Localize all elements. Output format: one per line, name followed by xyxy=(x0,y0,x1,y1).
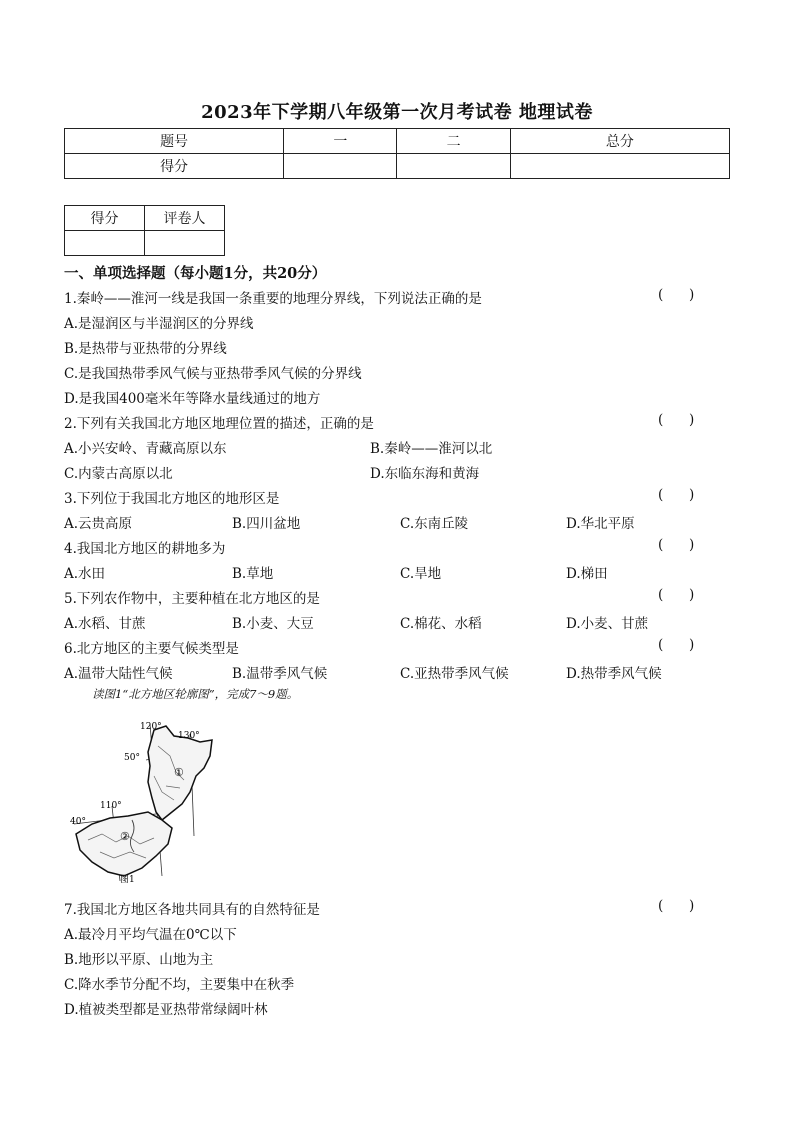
question-4-option-d[interactable]: D.梯田 xyxy=(566,566,608,582)
label-130: 130° xyxy=(178,731,200,741)
question-6-option-d[interactable]: D.热带季风气候 xyxy=(566,666,662,682)
north-region-map xyxy=(62,716,230,886)
label-50: 50° xyxy=(124,753,140,763)
score-table-header-row xyxy=(65,129,730,154)
score-table-row xyxy=(65,154,730,179)
question-6-stem: 6.北方地区的主要气候类型是 xyxy=(64,641,239,657)
grader-score-label: 得分 xyxy=(65,206,145,231)
question-2-option-a[interactable]: A.小兴安岭、青藏高原以东 xyxy=(64,441,227,457)
grader-table xyxy=(64,205,225,256)
question-7-option-d[interactable]: D.植被类型都是亚热带常绿阔叶林 xyxy=(64,1002,268,1018)
question-3-stem: 3.下列位于我国北方地区的地形区是 xyxy=(64,491,280,507)
map-instruction: 读图1“北方地区轮廓图”，完成7～9题。 xyxy=(92,687,299,701)
question-3-option-d[interactable]: D.华北平原 xyxy=(566,516,635,532)
answer-paren[interactable]: ( ) xyxy=(658,487,695,503)
answer-paren[interactable]: ( ) xyxy=(658,587,695,603)
label-110: 110° xyxy=(100,801,122,811)
question-5-option-a[interactable]: A.水稻、甘蔗 xyxy=(64,616,146,632)
grader-name-label: 评卷人 xyxy=(145,206,225,231)
label-120: 120° xyxy=(140,722,162,732)
question-4-stem: 4.我国北方地区的耕地多为 xyxy=(64,541,226,557)
north-region-map-svg xyxy=(62,716,230,886)
question-2-stem: 2.下列有关我国北方地区地理位置的描述，正确的是 xyxy=(64,416,374,432)
question-3-option-a[interactable]: A.云贵高原 xyxy=(64,516,133,532)
score-header-cell: 二 xyxy=(397,129,510,154)
question-7-option-a[interactable]: A.最冷月平均气温在0℃以下 xyxy=(64,927,237,943)
question-1-option-c[interactable]: C.是我国热带季风气候与亚热带季风气候的分界线 xyxy=(64,366,362,382)
map-caption: 图1 xyxy=(120,875,135,885)
question-4-option-a[interactable]: A.水田 xyxy=(64,566,106,582)
score-header-cell: 题号 xyxy=(65,129,284,154)
question-7-stem: 7.我国北方地区各地共同具有的自然特征是 xyxy=(64,902,320,918)
answer-paren[interactable]: ( ) xyxy=(658,898,695,914)
question-6-option-c[interactable]: C.亚热带季风气候 xyxy=(400,666,509,682)
question-7-option-c[interactable]: C.降水季节分配不均，主要集中在秋季 xyxy=(64,977,295,993)
section-heading: 一、单项选择题（每小题1分，共20分） xyxy=(64,265,327,282)
region-1-marker: ① xyxy=(174,766,184,779)
question-4-option-b[interactable]: B.草地 xyxy=(232,566,274,582)
question-1-option-b[interactable]: B.是热带与亚热带的分界线 xyxy=(64,341,227,357)
question-6-option-b[interactable]: B.温带季风气候 xyxy=(232,666,328,682)
grader-score-cell[interactable] xyxy=(65,231,145,256)
exam-title: 2023年下学期八年级第一次月考试卷 地理试卷 xyxy=(201,102,593,123)
question-5-option-c[interactable]: C.棉花、水稻 xyxy=(400,616,482,632)
answer-paren[interactable]: ( ) xyxy=(658,637,695,653)
score-cell[interactable] xyxy=(510,154,729,179)
question-5-option-b[interactable]: B.小麦、大豆 xyxy=(232,616,314,632)
region-2-marker: ② xyxy=(120,830,130,843)
question-1-option-d[interactable]: D.是我国400毫米年等降水量线通过的地方 xyxy=(64,391,321,407)
answer-paren[interactable]: ( ) xyxy=(658,287,695,303)
question-1-stem: 1.秦岭——淮河一线是我国一条重要的地理分界线，下列说法正确的是 xyxy=(64,291,482,307)
label-40: 40° xyxy=(70,817,86,827)
answer-paren[interactable]: ( ) xyxy=(658,412,695,428)
question-3-option-c[interactable]: C.东南丘陵 xyxy=(400,516,469,532)
grader-name-cell[interactable] xyxy=(145,231,225,256)
score-header-cell: 总分 xyxy=(510,129,729,154)
question-3-option-b[interactable]: B.四川盆地 xyxy=(232,516,301,532)
score-row-label: 得分 xyxy=(65,154,284,179)
score-table xyxy=(64,128,730,179)
answer-paren[interactable]: ( ) xyxy=(658,537,695,553)
question-6-option-a[interactable]: A.温带大陆性气候 xyxy=(64,666,173,682)
question-7-option-b[interactable]: B.地形以平原、山地为主 xyxy=(64,952,214,968)
score-cell[interactable] xyxy=(284,154,397,179)
question-2-option-d[interactable]: D.东临东海和黄海 xyxy=(370,466,480,482)
question-2-option-c[interactable]: C.内蒙古高原以北 xyxy=(64,466,173,482)
question-5-option-d[interactable]: D.小麦、甘蔗 xyxy=(566,616,649,632)
question-5-stem: 5.下列农作物中，主要种植在北方地区的是 xyxy=(64,591,320,607)
question-2-option-b[interactable]: B.秦岭——淮河以北 xyxy=(370,441,493,457)
question-4-option-c[interactable]: C.旱地 xyxy=(400,566,442,582)
score-cell[interactable] xyxy=(397,154,510,179)
score-header-cell: 一 xyxy=(284,129,397,154)
question-1-option-a[interactable]: A.是湿润区与半湿润区的分界线 xyxy=(64,316,254,332)
